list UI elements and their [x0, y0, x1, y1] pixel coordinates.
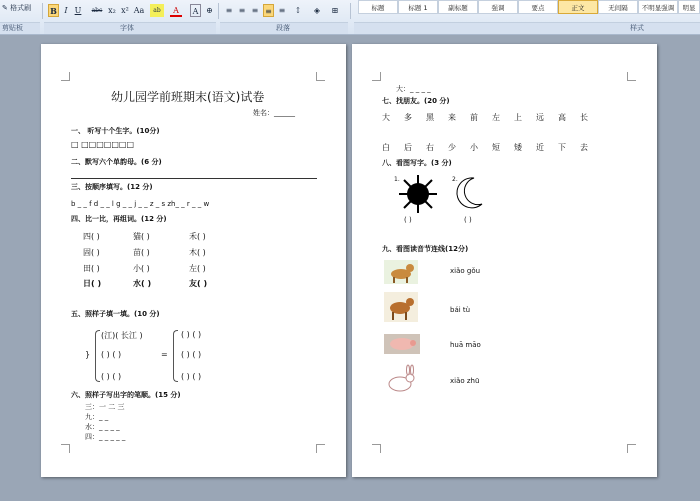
char-border-button[interactable]: A	[190, 4, 201, 17]
word-cell: 近	[536, 143, 544, 152]
clipboard-group-label: 剪贴板	[2, 24, 23, 32]
stroke-row: 四：_ _ _ _ _	[85, 433, 126, 441]
compare-cell: 田( )	[83, 264, 100, 273]
crop-mark	[627, 444, 636, 453]
word-cell: 远	[536, 113, 544, 122]
word-cell: 黑	[426, 113, 434, 122]
compare-cell: 固( )	[83, 248, 100, 257]
style-subtle-emphasis[interactable]: 不明显强调	[638, 0, 678, 14]
answer-line	[71, 178, 317, 179]
pinyin-label: xiǎo gǒu	[450, 267, 481, 275]
stroke-row: 三：一 二 三	[85, 403, 125, 411]
styles-group-label: 样式	[630, 24, 644, 32]
format-painter-label: 格式刷	[10, 4, 32, 12]
word-cell: 白	[382, 143, 390, 152]
compare-cell: 禾( )	[189, 232, 206, 241]
name-label: 姓名：______	[253, 109, 295, 117]
align-center-icon[interactable]: ≡	[238, 6, 246, 15]
question-3-heading: 三、按顺序填写。(12 分)	[71, 183, 153, 191]
example-pair: ( ) ( )	[101, 372, 122, 381]
style-intense[interactable]: 明显	[678, 0, 700, 14]
word-cell: 少	[448, 143, 456, 152]
change-case-button[interactable]: Aa	[133, 6, 145, 15]
stroke-row: 九：_ _	[85, 413, 109, 421]
style-heading[interactable]: 标题	[358, 0, 398, 14]
picture-number: 1.	[394, 176, 400, 183]
crop-mark	[316, 444, 325, 453]
crop-mark	[372, 444, 381, 453]
brace-mark: }	[85, 350, 91, 359]
fill-pair: ( ) ( )	[181, 330, 202, 339]
style-key-point[interactable]: 要点	[518, 0, 558, 14]
word-cell: 高	[558, 113, 566, 122]
answer-blank: ( )	[464, 216, 472, 224]
align-right-icon[interactable]: ≡	[251, 6, 259, 15]
equals-sign: =	[161, 350, 168, 359]
dog-icon	[384, 260, 418, 284]
pinyin-label: huā māo	[450, 341, 481, 349]
word-cell: 上	[514, 113, 522, 122]
enclose-char-button[interactable]: ⊕	[206, 6, 213, 15]
compare-cell: 苗( )	[133, 248, 150, 257]
crop-mark	[316, 72, 325, 81]
ribbon	[0, 0, 700, 35]
word-cell: 左	[492, 113, 500, 122]
question-8-heading: 八、看图写字。(3 分)	[382, 159, 452, 167]
word-cell: 后	[404, 143, 412, 152]
dictation-boxes: □ □□□□□□□	[71, 140, 135, 149]
compare-cell: 友( )	[189, 279, 208, 288]
stroke-row: 大：_ _ _ _	[396, 85, 431, 93]
crop-mark	[627, 72, 636, 81]
question-1-heading: 一、 听写十个生字。(10分)	[71, 127, 160, 135]
style-no-spacing[interactable]: 无间隔	[598, 0, 638, 14]
shading-icon[interactable]: ◈	[313, 6, 321, 15]
word-cell: 去	[580, 143, 588, 152]
separator	[218, 3, 219, 19]
compare-cell: 木( )	[189, 248, 206, 257]
strikethrough-button[interactable]: abc	[91, 7, 103, 14]
dog-icon	[384, 292, 418, 322]
crop-mark	[372, 72, 381, 81]
compare-cell: 左( )	[189, 264, 206, 273]
separator	[42, 3, 43, 19]
word-cell: 大	[382, 113, 390, 122]
word-cell: 前	[470, 113, 478, 122]
word-cell: 多	[404, 113, 412, 122]
word-cell: 右	[426, 143, 434, 152]
moon-icon	[456, 176, 484, 210]
crop-mark	[61, 72, 70, 81]
pinyin-label: bái tù	[450, 306, 471, 314]
pinyin-label: xiǎo zhū	[450, 377, 480, 385]
style-heading-1[interactable]: 标题 1	[398, 0, 438, 14]
word-cell: 来	[448, 113, 456, 122]
question-6-heading: 六、照样子写出字的笔顺。(15 分)	[71, 391, 181, 399]
italic-button[interactable]: I	[64, 6, 68, 15]
separator	[350, 3, 351, 19]
bold-button[interactable]: B	[48, 4, 59, 17]
paragraph-group-label: 段落	[276, 24, 290, 32]
question-9-heading: 九、看图读音节连线(12分)	[382, 245, 469, 253]
rabbit-icon	[382, 364, 420, 394]
compare-cell: 四( )	[83, 232, 100, 241]
compare-cell: 小( )	[133, 264, 150, 273]
word-cell: 小	[470, 143, 478, 152]
left-brace	[95, 330, 100, 382]
picture-number: 2.	[452, 176, 458, 183]
pig-icon	[384, 334, 420, 354]
alphabet-sequence: b _ _ f d _ _ l g _ _ j _ _ z _ s zh_ _ r _ _ w	[71, 200, 210, 208]
crop-mark	[61, 444, 70, 453]
font-color-button[interactable]: A	[170, 4, 182, 17]
borders-icon[interactable]: ⊞	[331, 6, 339, 15]
format-painter-button[interactable]: ✎ 格式刷	[2, 4, 32, 12]
distributed-icon[interactable]: ≡	[278, 6, 286, 15]
style-emphasis[interactable]: 强调	[478, 0, 518, 14]
question-4-heading: 四、比一比，再组词。(12 分)	[71, 215, 167, 223]
line-spacing-icon[interactable]: ↕	[294, 6, 302, 15]
word-cell: 下	[558, 143, 566, 152]
page-title: 幼儿园学前班期末(语文)试卷	[111, 90, 265, 104]
answer-blank: ( )	[404, 216, 412, 224]
word-cell: 短	[492, 143, 500, 152]
word-cell: 矮	[514, 143, 522, 152]
document-page-2	[352, 44, 657, 477]
highlight-button[interactable]: ab	[150, 4, 164, 17]
document-page-1	[41, 44, 346, 477]
sun-icon	[398, 174, 438, 214]
subscript-button[interactable]: x₂	[108, 6, 116, 15]
compare-cell: 日( )	[83, 279, 102, 288]
stroke-row: 水：_ _ _ _	[85, 423, 120, 431]
compare-cell: 猫( )	[133, 232, 150, 241]
fill-pair: ( ) ( )	[181, 372, 202, 381]
style-subtitle[interactable]: 副标题	[438, 0, 478, 14]
word-cell: 长	[580, 113, 588, 122]
example-pair: (江)( 长江 )	[101, 331, 143, 340]
align-left-icon[interactable]: ≡	[225, 6, 233, 15]
styles-group-bar	[354, 22, 700, 34]
underline-button[interactable]: U	[74, 6, 82, 15]
right-brace	[173, 330, 178, 382]
superscript-button[interactable]: x²	[121, 6, 129, 15]
compare-cell: 水( )	[133, 279, 152, 288]
example-pair: ( ) ( )	[101, 350, 122, 359]
style-normal[interactable]: 正文	[558, 0, 598, 14]
question-5-heading: 五、照样子填一填。(10 分)	[71, 310, 160, 318]
fill-pair: ( ) ( )	[181, 350, 202, 359]
question-7-heading: 七、找朋友。(20 分)	[382, 97, 450, 105]
justify-icon[interactable]: ≡	[263, 4, 274, 17]
question-2-heading: 二、默写六个单韵母。(6 分)	[71, 158, 162, 166]
font-group-label: 字体	[120, 24, 134, 32]
